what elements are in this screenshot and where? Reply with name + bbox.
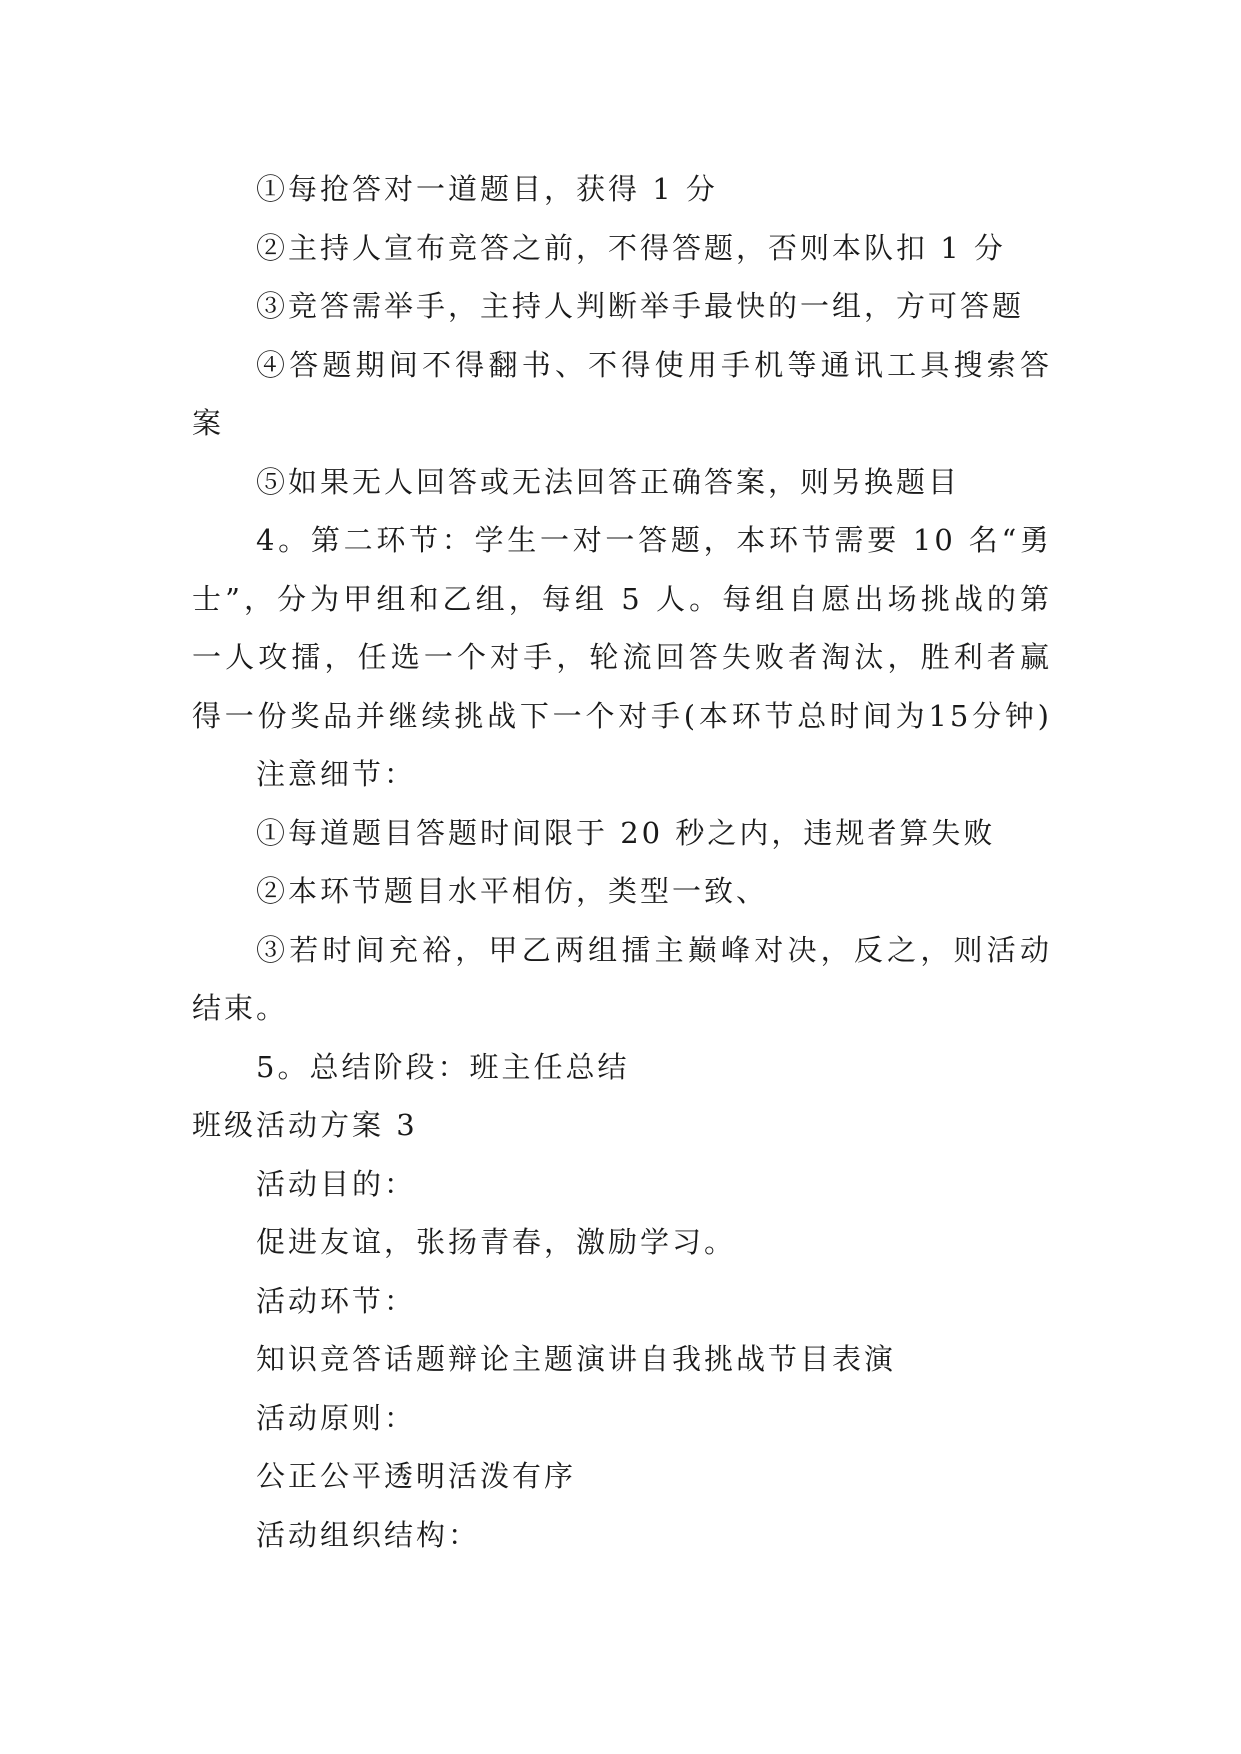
document-body	[192, 160, 1052, 1564]
text-line: 4。第二环节：学生一对一答题，本环节需要 10 名“勇	[256, 523, 1052, 557]
text-line: ⑤如果无人回答或无法回答正确答案，则另换题目	[256, 464, 961, 499]
text-line: 活动组织结构：	[256, 1517, 481, 1552]
text-line: ②主持人宣布竞答之前，不得答题，否则本队扣 1 分	[256, 230, 1006, 265]
text-line: ①每抢答对一道题目，获得 1 分	[256, 172, 718, 206]
text-line: 得一份奖品并继续挑战下一个对手(本环节总时间为15分钟)	[192, 698, 1052, 733]
text-line: 士”，分为甲组和乙组，每组 5 人。每组自愿出场挑战的第	[192, 581, 1052, 616]
text-line: 促进友谊，张扬青春，激励学习。	[256, 1225, 737, 1259]
text-line: 班级活动方案 3	[192, 1108, 418, 1142]
text-line: 知识竞答话题辩论主题演讲自我挑战节目表演	[256, 1342, 897, 1376]
text-line: 案	[192, 406, 225, 440]
text-line: ②本环节题目水平相仿，类型一致、	[256, 874, 769, 908]
text-line: 一人攻擂，任选一个对手，轮流回答失败者淘汰，胜利者赢	[192, 640, 1052, 674]
text-line: ①每道题目答题时间限于 20 秒之内，违规者算失败	[256, 815, 996, 850]
text-line: 活动环节：	[256, 1283, 417, 1318]
text-line: 结束。	[192, 991, 289, 1025]
text-line: ③若时间充裕，甲乙两组擂主巅峰对决，反之，则活动	[256, 932, 1052, 967]
text-line: 公正公平透明活泼有序	[256, 1459, 577, 1493]
text-line: ④答题期间不得翻书、不得使用手机等通讯工具搜索答	[256, 347, 1052, 382]
text-line: 活动目的：	[256, 1166, 417, 1201]
text-line: 5。总结阶段：班主任总结	[256, 1049, 630, 1084]
text-line: 活动原则：	[256, 1400, 417, 1435]
text-line: 注意细节：	[256, 757, 417, 791]
text-line: ③竞答需举手，主持人判断举手最快的一组，方可答题	[256, 289, 1025, 323]
